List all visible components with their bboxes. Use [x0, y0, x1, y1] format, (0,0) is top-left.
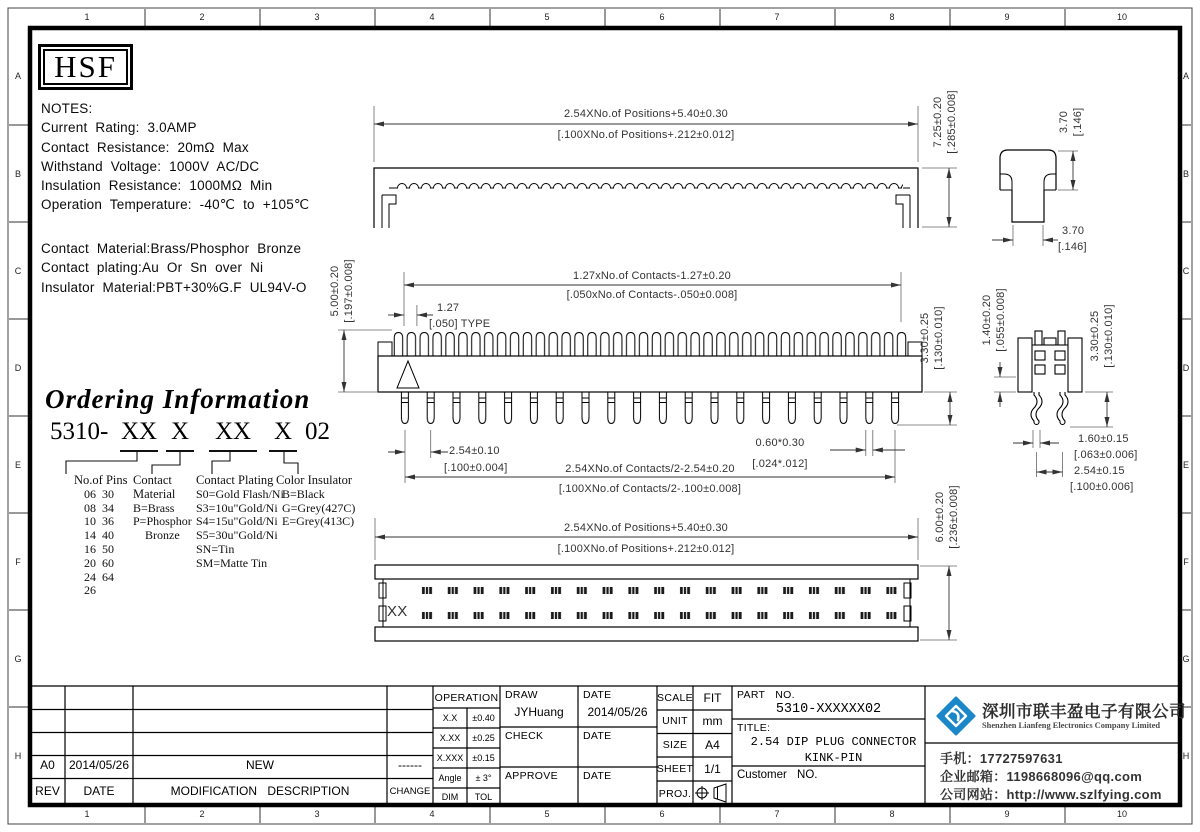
rev-change-value: ------ — [398, 758, 422, 772]
pins-header: No.of Pins — [74, 473, 128, 487]
material-option: P=Phosphor — [133, 514, 192, 529]
dim-254s-in: [.100±0.006] — [1070, 481, 1134, 493]
notes-block — [41, 99, 309, 215]
part-seg-material: X — [170, 418, 190, 445]
color-option: G=Grey(427C) — [282, 500, 356, 515]
unit-value: mm — [702, 714, 723, 728]
material-line: Insulator Material:PBT+30%G.F UL94V-O — [41, 279, 307, 295]
pin-side-view — [1018, 331, 1082, 425]
material-line: Contact plating:Au Or Sn over Ni — [41, 260, 264, 276]
tol-dim: X.XX — [439, 733, 461, 743]
color-option: E=Grey(413C) — [282, 514, 355, 529]
plating-option: SM=Matte Tin — [196, 555, 268, 570]
dim-500-in: [.197±0.008] — [343, 259, 355, 323]
material-header: Contact — [133, 473, 172, 487]
proj-label: PROJ. — [658, 788, 692, 800]
rev-header: REV — [35, 784, 60, 798]
draw-date-label: DATE — [583, 689, 612, 701]
dim-140-in: [.055±0.008] — [995, 288, 1007, 352]
ruler-col-label: 4 — [429, 12, 435, 22]
ruler-col-label: 1 — [84, 809, 90, 819]
notes-heading: NOTES: — [41, 101, 93, 116]
ruler-row-label: G — [1182, 654, 1190, 664]
ruler-row-label: H — [1182, 751, 1190, 761]
customer-no-label: Customer NO. — [737, 769, 818, 781]
cap-side-view — [1000, 150, 1056, 222]
ruler-row-label: A — [1182, 71, 1190, 81]
pins-option: 14 40 — [84, 528, 114, 543]
plating-option: S5=30u"Gold/Ni — [196, 528, 278, 543]
part-seg-color: X — [273, 418, 293, 445]
material-line: Contact Material:Brass/Phosphor Bronze — [41, 241, 302, 256]
part-seg-pins: XX — [120, 418, 158, 445]
ruler-row-label: C — [1182, 266, 1190, 276]
ruler-row-label: C — [14, 266, 22, 276]
unit-label: UNIT — [662, 715, 688, 727]
draw-name: JYHuang — [514, 705, 564, 719]
plating-option: S4=15u"Gold/Ni — [196, 514, 278, 529]
company-logo-icon — [938, 698, 974, 734]
dim-bottom-width-in: [.100XNo.of Positions+.212±0.012] — [557, 543, 735, 555]
ruler-col-label: 3 — [314, 809, 320, 819]
draw-label: DRAW — [505, 689, 538, 701]
ruler-row-label: A — [14, 71, 22, 81]
ruler-col-label: 10 — [1116, 12, 1128, 22]
size-label: SIZE — [662, 739, 688, 751]
dim-500-mm: 5.00±0.20 — [329, 265, 341, 317]
ruler-col-label: 6 — [659, 12, 665, 22]
ruler-row-label: E — [1182, 460, 1190, 470]
rev-value: A0 — [40, 758, 55, 772]
dim-127-mm: 1.27 — [437, 302, 460, 314]
pins-option: 10 36 — [84, 514, 114, 529]
company-phone: 手机：17727597631 — [940, 751, 1063, 766]
rev-date-header: DATE — [83, 784, 115, 798]
dimension-lines — [344, 124, 1107, 640]
note-line: Current Rating: 3.0AMP — [41, 120, 197, 136]
sheet-label: SHEET — [656, 763, 694, 775]
hsf-logo-text: HSF — [43, 49, 128, 85]
note-line: Insulation Resistance: 1000MΩ Min — [41, 178, 273, 194]
dim-060-in: [.024*.012] — [752, 458, 808, 470]
dim-330b-mm: 3.30±0.25 — [1089, 310, 1101, 362]
rev-date-value: 2014/05/26 — [68, 758, 130, 772]
ruler-col-label: 2 — [199, 809, 205, 819]
dim-bottom-width-mm: 2.54XNo.of Positions+5.40±0.30 — [563, 522, 729, 534]
materials-block — [41, 239, 307, 297]
plating-option: S3=10u"Gold/Ni — [196, 500, 278, 515]
tol-dim: Angle — [438, 773, 462, 783]
pins-option: 16 50 — [84, 541, 114, 556]
ruler-col-label: 7 — [774, 12, 780, 22]
dim-330-mm: 3.30±0.25 — [919, 312, 931, 364]
title-label: TITLE: — [737, 722, 771, 734]
tol-dim: X.X — [442, 713, 458, 723]
note-line: Operation Temperature: -40℃ to +105℃ — [41, 197, 310, 213]
ordering-plating-column — [196, 474, 284, 571]
dim-254p-mm: 2.54±0.10 — [449, 445, 500, 457]
sheet-value: 1/1 — [704, 762, 721, 776]
dim-370h-mm: 3.70 — [1062, 225, 1085, 237]
ordering-leaders — [66, 451, 298, 474]
ordering-title: Ordering Information — [45, 384, 311, 414]
tol-val: TOL — [474, 792, 493, 802]
part-no-label: PART NO. — [737, 689, 795, 701]
ordering-material-column — [133, 474, 192, 543]
tol-val: ±0.40 — [472, 713, 495, 723]
pins-option: 06 30 — [84, 486, 114, 501]
check-label: CHECK — [505, 730, 544, 742]
note-line: Withstand Voltage: 1000V AC/DC — [41, 158, 260, 174]
title-line2: KINK-PIN — [804, 751, 863, 765]
part-seg-suffix: 02 — [305, 418, 330, 445]
dim-127-in: [.050] TYPE — [429, 318, 491, 330]
front-view — [378, 329, 922, 425]
projection-symbol-icon — [695, 784, 726, 802]
color-header: Color Insulator — [276, 473, 353, 487]
ruler-col-label: 10 — [1116, 809, 1128, 819]
ruler-row-label: B — [1182, 169, 1190, 179]
dim-140-mm: 1.40±0.20 — [981, 294, 993, 346]
ruler-col-label: 3 — [314, 12, 320, 22]
dim-contacts-width-mm: 1.27xNo.of Contacts-1.27±0.20 — [573, 270, 731, 282]
pins-option: 20 60 — [84, 555, 114, 570]
material-header: Material — [133, 486, 176, 501]
scale-label: SCALE — [657, 692, 693, 704]
pins-option: 24 64 — [84, 569, 114, 584]
approve-label: APPROVE — [505, 770, 558, 782]
dim-600-in: [.236±0.008] — [948, 485, 960, 549]
company-name-cn: 深圳市联丰盈电子有限公司 — [982, 703, 1186, 721]
ruler-col-label: 8 — [889, 12, 895, 22]
ruler-col-label: 9 — [1004, 809, 1010, 819]
ruler-col-label: 2 — [199, 12, 205, 22]
rev-desc-value: NEW — [246, 758, 274, 772]
pins-option: 08 34 — [84, 500, 114, 515]
dim-row-width-in: [.100XNo.of Contacts/2-.100±0.008] — [558, 483, 742, 495]
dim-160-mm: 1.60±0.15 — [1078, 433, 1129, 445]
dim-370v-in: [.146] — [1072, 107, 1084, 137]
part-no-value: 5310-XXXXXX02 — [775, 702, 882, 717]
approve-date-label: DATE — [583, 770, 612, 782]
dim-160-in: [.063±0.006] — [1074, 449, 1138, 461]
rev-change-header: CHANGE — [389, 786, 431, 797]
top-view — [374, 168, 918, 228]
ruler-row-label: E — [14, 460, 22, 470]
ruler-row-label: F — [15, 557, 21, 567]
pins-option: 26 — [84, 583, 96, 598]
scale-value: FIT — [703, 691, 722, 705]
ordering-pins-column — [74, 474, 127, 598]
draw-date-value: 2014/05/26 — [587, 705, 648, 719]
tol-val: ± 3° — [475, 773, 492, 783]
dim-330b-in: [.130±0.010] — [1103, 304, 1115, 368]
plating-header: Contact Plating — [196, 473, 274, 487]
tol-dim: DIM — [441, 792, 459, 802]
ruler-row-label: D — [1182, 363, 1190, 373]
check-date-label: DATE — [583, 730, 612, 742]
ordering-color-column — [276, 474, 355, 529]
ruler-row-label: G — [14, 654, 22, 664]
ruler-col-label: 9 — [1004, 12, 1010, 22]
plating-option: S0=Gold Flash/Ni — [196, 486, 284, 501]
dim-370v-mm: 3.70 — [1058, 110, 1070, 134]
hsf-logo — [38, 44, 133, 90]
tol-dim: X.XXX — [436, 753, 464, 763]
plating-option: SN=Tin — [196, 541, 235, 556]
dim-725-mm: 7.25±0.20 — [932, 96, 944, 148]
company-website: 公司网站：http://www.szlfying.com — [940, 787, 1162, 802]
company-email: 企业邮箱：1198668096@qq.com — [940, 769, 1143, 784]
ruler-row-label: H — [14, 751, 22, 761]
part-prefix: 5310- — [50, 418, 109, 445]
ruler-col-label: 5 — [544, 809, 550, 819]
marking-xx: XX — [387, 603, 408, 620]
ruler-col-label: 1 — [84, 12, 90, 22]
ruler-row-label: F — [1183, 557, 1189, 567]
dim-725-in: [.285±0.008] — [946, 90, 958, 154]
tol-val: ±0.15 — [472, 753, 495, 763]
tol-val: ±0.25 — [472, 733, 495, 743]
material-option: B=Brass — [133, 500, 175, 515]
dim-330-in: [.130±0.010] — [933, 306, 945, 370]
ruler-col-label: 4 — [429, 809, 435, 819]
dim-370h-in: [.146] — [1058, 241, 1087, 253]
dim-254s-mm: 2.54±0.15 — [1074, 465, 1125, 477]
dim-top-width-in: [.100XNo.of Positions+.212±0.012] — [557, 129, 735, 141]
ruler-col-label: 5 — [544, 12, 550, 22]
note-line: Contact Resistance: 20mΩ Max — [41, 139, 249, 155]
dim-060-mm: 0.60*0.30 — [755, 437, 805, 449]
ruler-col-label: 8 — [889, 809, 895, 819]
ruler-row-label: D — [14, 363, 22, 373]
rev-desc-header: MODIFICATION DESCRIPTION — [170, 784, 350, 798]
ruler-col-label: 7 — [774, 809, 780, 819]
dim-contacts-width-in: [.050xNo.of Contacts-.050±0.008] — [566, 289, 738, 301]
company-name-en: Shenzhen Lianfeng Electronics Company Limited — [982, 721, 1161, 730]
dim-600-mm: 6.00±0.20 — [934, 491, 946, 543]
dim-top-width-mm: 2.54XNo.of Positions+5.40±0.30 — [563, 108, 729, 120]
material-option: Bronze — [145, 528, 180, 543]
title-line1: 2.54 DIP PLUG CONNECTOR — [750, 735, 917, 749]
size-value: A4 — [705, 738, 720, 752]
dim-row-width-mm: 2.54XNo.of Contacts/2-2.54±0.20 — [565, 463, 735, 475]
part-seg-plating: XX — [214, 418, 252, 445]
color-option: B=Black — [282, 486, 325, 501]
dim-254p-in: [.100±0.004] — [444, 462, 508, 474]
ruler-col-label: 6 — [659, 809, 665, 819]
ruler-row-label: B — [14, 169, 22, 179]
plan-view — [375, 565, 918, 641]
tolerance-header: OPERATION — [434, 692, 499, 704]
